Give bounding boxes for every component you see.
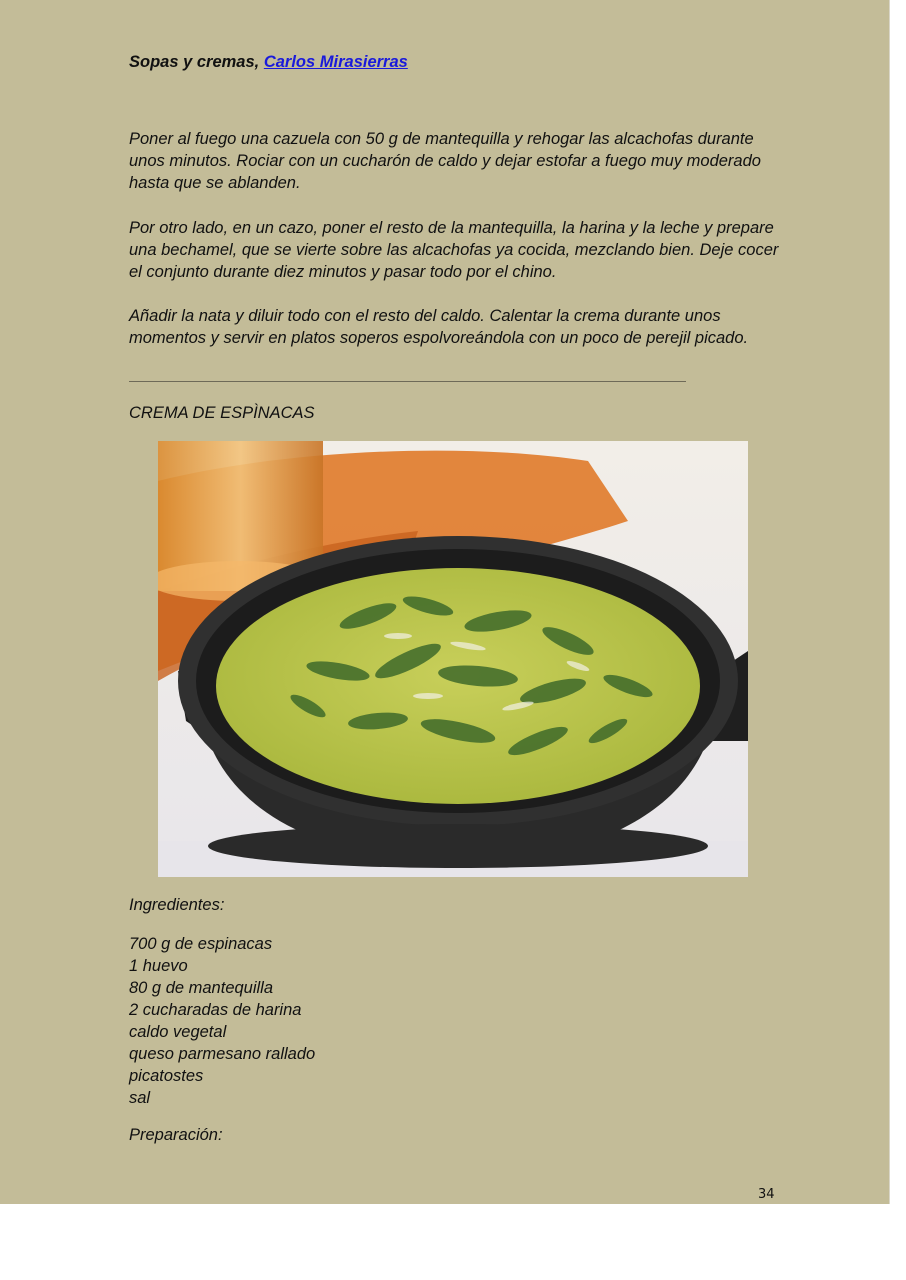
ingredient-item: caldo vegetal [129, 1023, 227, 1041]
section-divider [129, 381, 686, 382]
author-link[interactable]: Carlos Mirasierras [263, 53, 408, 71]
spinach-soup-photo [158, 441, 748, 877]
ingredient-item: 700 g de espinacas [129, 935, 273, 953]
page-header [129, 53, 408, 72]
ingredient-item: 80 g de mantequilla [129, 979, 274, 997]
ingredient-item: 2 cucharadas de harina [129, 1001, 302, 1019]
page-number: 34 [758, 1187, 775, 1202]
ingredients-heading: Ingredientes: [129, 896, 225, 914]
ingredient-item: 1 huevo [129, 957, 188, 975]
paragraph: Poner al fuego una cazuela con 50 g de mantequilla y rehogar las alcachofas durante unos minutos. Rociar con un cucharón de caldo y dejar estofar a fuego muy moderado hasta que se ablanden. [129, 130, 761, 192]
ingredient-item: sal [129, 1089, 151, 1107]
ingredients-list [129, 933, 315, 1109]
paragraph: Añadir la nata y diluir todo con el resto del caldo. Calentar la crema durante unos momentos y servir en platos soperos espolvoreándola con un poco de perejil picado. [129, 307, 749, 347]
page-edge [889, 0, 890, 1204]
ingredient-item: picatostes [129, 1067, 204, 1085]
ingredient-item: queso parmesano rallado [129, 1045, 316, 1063]
preparation-heading: Preparación: [129, 1126, 223, 1144]
header-title: Sopas y cremas, [129, 53, 264, 71]
paragraph: Por otro lado, en un cazo, poner el resto de la mantequilla, la harina y la leche y prepare una bechamel, que se vierte sobre las alcachofas ya cocida, mezclando bien. Deje cocer el conjunto durante diez minutos y pasar todo por el chino. [129, 219, 779, 281]
recipe-title: CREMA DE ESPÌNACAS [129, 404, 315, 422]
